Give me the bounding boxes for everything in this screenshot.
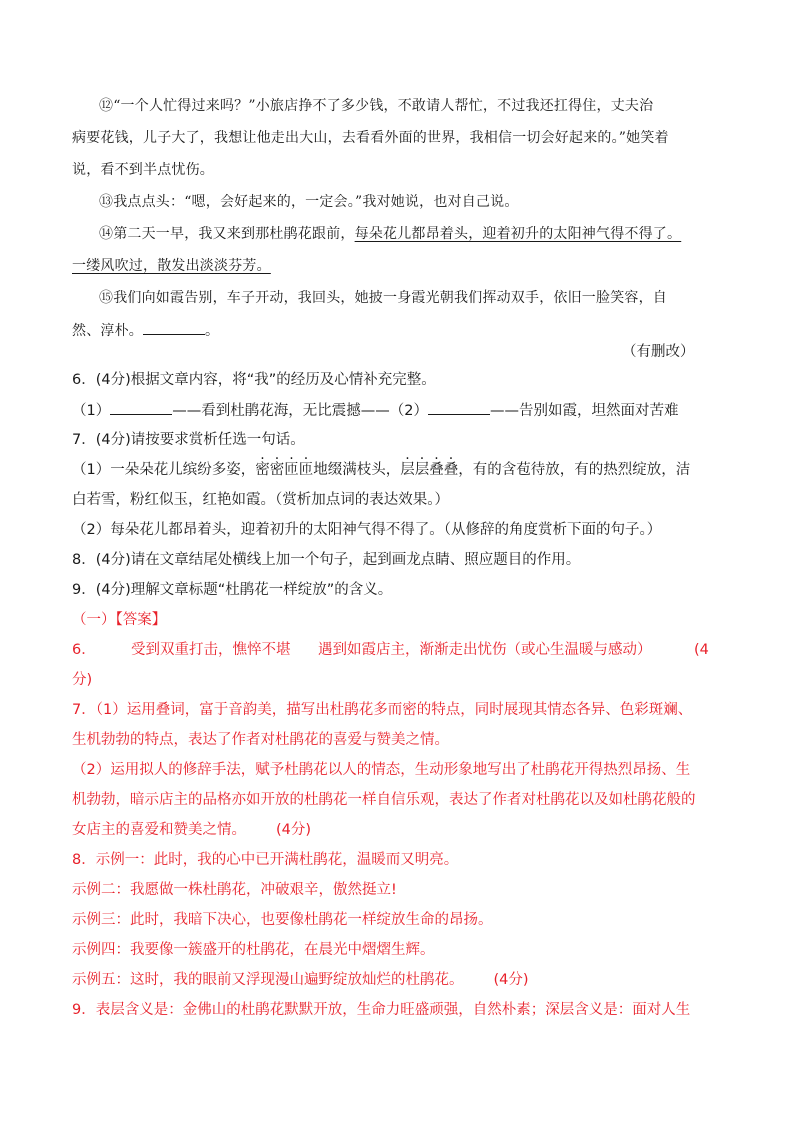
emphasis-dot-char: 叠 [443,462,459,478]
answer-8-line-5 [72,970,529,990]
paragraph-14-line-1 [99,224,681,244]
answer-6-part-2: 遇到如霞店主，渐渐走出忧伤（或心生温暖与感动） [318,642,652,658]
answer-7-line-5-text: 女店主的喜爱和赞美之情。 [72,822,246,838]
paragraph-13: ⑬我点点头：“嗯，会好起来的，一定会。”我对她说，也对自己说。 [99,194,519,210]
question-6-middle-text: ——看到杜鹃花海，无比震撼——（2） [172,403,428,419]
emphasis-dot-char: 层 [414,462,430,478]
question-8: 8．(4分)请在文章结尾处横线上加一个句子，起到画龙点睛、照应题目的作用。 [72,552,581,568]
answer-9-line-1: 9．表层含义是：金佛山的杜鹃花默默开放，生命力旺盛顽强，自然朴素；深层含义是：面对人生 [72,1002,691,1018]
question-7-option-1-text-b: 地缀满枝头， [313,462,401,478]
paragraph-15-line-2 [72,320,219,341]
question-7-option-1-line-2: 白若雪，粉红似玉，红艳如霞。（赏析加点词的表达效果。） [72,492,449,508]
answer-8-line-1: 8．示例一：此时，我的心中已开满杜鹃花，温暖而又明亮。 [72,852,459,868]
emphasis-dot-char: 密 [269,462,285,478]
question-7-option-2: （2）每朵花儿都昂着头，迎着初升的太阳神气得不得了。（从修辞的角度赏析下面的句子。） [72,522,662,538]
dotted-word-1 [255,462,313,478]
question-9: 9．(4分)理解文章标题“杜鹃花一样绽放”的含义。 [72,582,393,598]
question-6: 6．(4分)根据文章内容，将“我”的经历及心情补充完整。 [72,372,436,388]
answer-7-score: (4分) [276,822,312,838]
paragraph-14-text: ⑭第二天一早，我又来到那杜鹃花跟前， [99,226,355,242]
edit-note: （有删改） [622,344,695,360]
paragraph-15-end: 。 [205,323,220,339]
question-7-option-1-text-a: （1）一朵朵花儿缤纷多姿， [72,462,256,478]
answer-7-line-2: 生机勃勃的特点，表达了作者对杜鹃花的喜爱与赞美之情。 [72,732,449,748]
question-7-option-1-line-1 [72,460,690,480]
ending-answer-blank[interactable] [143,320,205,335]
answer-8-line-4: 示例四：我要像一簇盛开的杜鹃花，在晨光中熠熠生辉。 [72,942,435,958]
paragraph-14-underlined-sentence: 每朵花儿都昂着头，迎着初升的太阳神气得不得了。 [354,226,682,242]
question-6-end-text: ——告别如霞，坦然面对苦难 [489,403,679,419]
answer-6-number: 6． [72,642,96,658]
question-7-option-1-text-c: ，有的含苞待放，有的热烈绽放，洁 [458,462,691,478]
paragraph-12-line-1: ⑫“一个人忙得过来吗？”小旅店挣不了多少钱，不敢请人帮忙，不过我还扛得住，丈夫治 [99,98,654,114]
answer-6-score: (4 [694,642,709,658]
answer-8-line-5-text: 示例五：这时，我的眼前又浮现漫山遍野绽放灿烂的杜鹃花。 [72,972,464,988]
answer-header: （一）【答案】 [72,612,167,628]
paragraph-14-line-2: 一缕风吹过，散发出淡淡芬芳。 [72,258,271,274]
paragraph-15-text: 然、淳朴。 [72,323,143,339]
answer-8-line-2: 示例二：我愿做一株杜鹃花，冲破艰辛，傲然挺立! [72,882,397,898]
emphasis-dot-char: 匝 [284,462,299,478]
answer-7-line-5 [72,820,311,840]
paragraph-15-line-1: ⑮我们向如霞告别，车子开动，我回头，她披一身霞光朝我们挥动双手，依旧一脸笑容，自 [99,290,667,306]
emphasis-dot-char: 叠 [429,462,444,478]
answer-6-part-1: 受到双重打击，憔悴不堪 [131,642,291,658]
question-6-blanks [72,400,678,421]
emphasis-dot-char: 密 [255,462,270,478]
answer-8-score: (4分) [493,972,529,988]
emphasis-dot-char: 层 [400,462,415,478]
answer-7-line-4: 机勃勃，暗示店主的品格亦如开放的杜鹃花一样自信乐观，表达了作者对杜鹃花以及如杜鹃花般的 [72,792,696,808]
question-6-part-1-label: （1） [72,403,111,419]
paragraph-12-line-3: 说，看不到半点忧伤。 [72,162,214,178]
answer-7-line-3: （2）运用拟人的修辞手法，赋予杜鹃花以人的情态，生动形象地写出了杜鹃花开得热烈昂扬、生 [72,762,691,778]
emphasis-dot-char: 匝 [298,462,314,478]
dotted-word-2 [400,462,458,478]
answer-6-score-cont: 分) [72,672,93,688]
answer-8-line-3: 示例三：此时，我暗下决心，也要像杜鹃花一样绽放生命的昂扬。 [72,912,493,928]
paragraph-12-line-2: 病要花钱，儿子大了，我想让他走出大山，去看看外面的世界，我相信一切会好起来的。”她笑着 [72,130,669,146]
question-6-blank-1[interactable] [110,400,172,415]
question-6-blank-2[interactable] [428,400,490,415]
answer-7-line-1: 7．（1）运用叠词，富于音韵美，描写出杜鹃花多而密的特点，同时展现其情态各异、色彩斑斓、 [72,702,693,718]
question-7: 7．(4分)请按要求赏析任选一句话。 [72,432,305,448]
